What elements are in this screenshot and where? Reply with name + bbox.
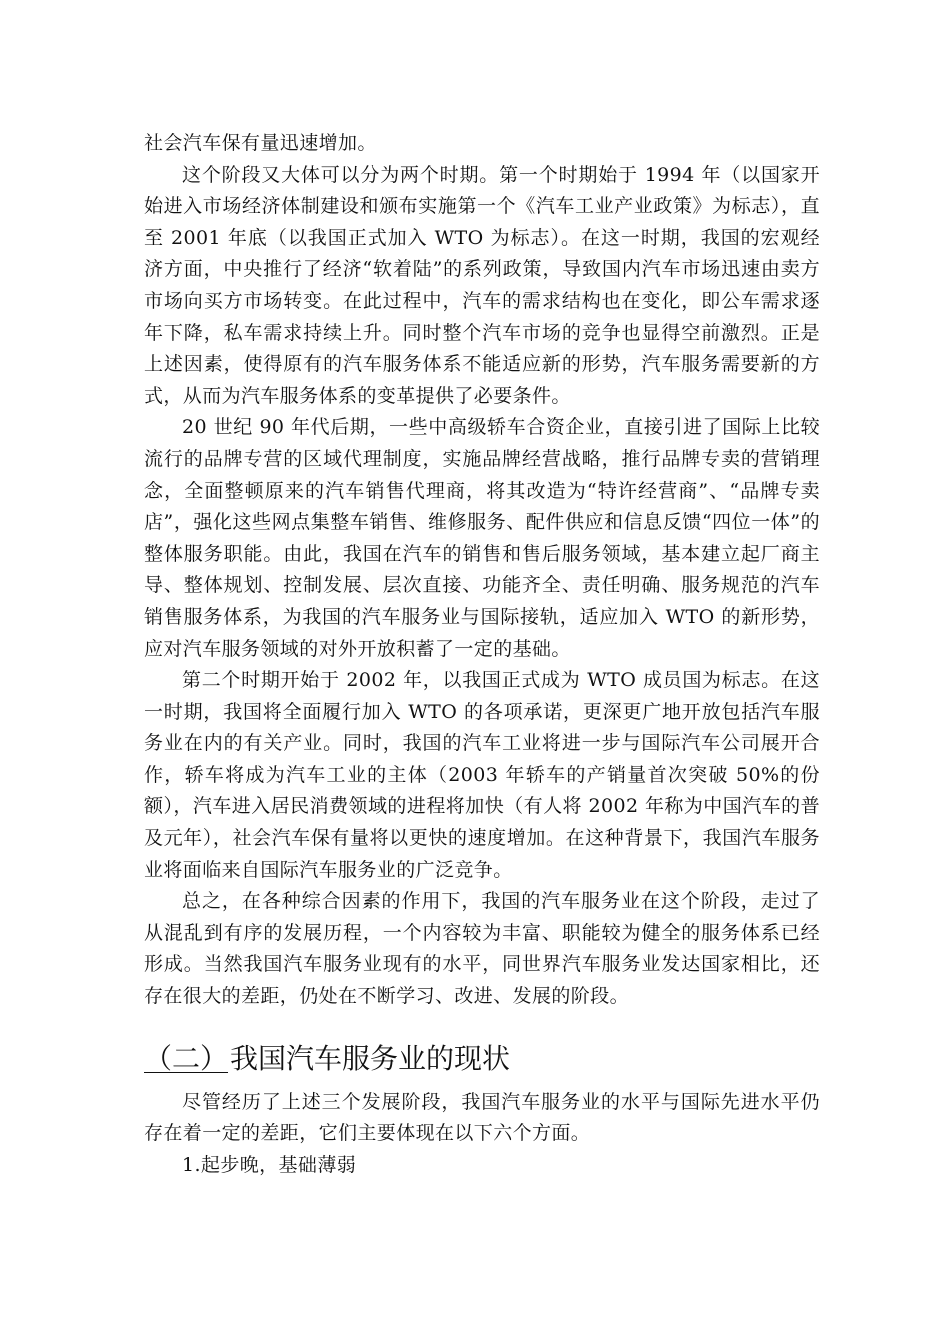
section-title: 我国汽车服务业的现状	[230, 1041, 511, 1075]
section-heading	[144, 1037, 820, 1081]
paragraph-late-1990s: 20 世纪 90 年代后期，一些中高级轿车合资企业，直接引进了国际上比较流行的品牌专营的区域代理制度，实施品牌经营战略，推行品牌专卖的营销理念，全面整顿原来的汽车销售代理商，将其改造为“特许经营商”、“品牌专卖店”，强化这些网点集整车销售、维修服务、配件供应和信息反馈“四位一体”的整体服务职能。由此，我国在汽车的销售和售后服务领域，基本建立起厂商主导、整体规划、控制发展、层次直接、功能齐全、责任明确、服务规范的汽车销售服务体系，为我国的汽车服务业与国际接轨，适应加入 WTO 的新形势，应对汽车服务领域的对外开放积蓄了一定的基础。	[144, 416, 820, 660]
paragraph-continuation: 社会汽车保有量迅速增加。	[144, 132, 377, 154]
section-number: （二）	[144, 1041, 229, 1075]
paragraph-summary: 总之，在各种综合因素的作用下，我国的汽车服务业在这个阶段，走过了从混乱到有序的发展历程，一个内容较为丰富、职能较为健全的服务体系已经形成。当然我国汽车服务业现有的水平，同世界汽车服务业发达国家相比，还存在很大的差距，仍处在不断学习、改进、发展的阶段。	[144, 890, 820, 1008]
paragraph-second-period: 第二个时期开始于 2002 年，以我国正式成为 WTO 成员国为标志。在这一时期，我国将全面履行加入 WTO 的各项承诺，更深更广地开放包括汽车服务业在内的有关产业。同时，我国的汽车工业将进一步与国际汽车公司展开合作，轿车将成为汽车工业的主体（2003 年轿车的产销量首次突破 50%的份额），汽车进入居民消费领域的进程将加快（有人将 2002 年称为中国汽车的普及元年），社会汽车保有量将以更快的速度增加。在这种背景下，我国汽车服务业将面临来自国际汽车服务业的广泛竞争。	[144, 669, 820, 881]
paragraph-two-periods: 这个阶段又大体可以分为两个时期。第一个时期始于 1994 年（以国家开始进入市场经济体制建设和颁布实施第一个《汽车工业产业政策》为标志），直至 2001 年底（以我国正式加入 WTO 为标志）。在这一时期，我国的宏观经济方面，中央推行了经济“软着陆”的系列政策，导致国内汽车市场迅速由卖方市场向买方市场转变。在此过程中，汽车的需求结构也在变化，即公车需求逐年下降，私车需求持续上升。同时整个汽车市场的竞争也显得空前激烈。正是上述因素，使得原有的汽车服务体系不能适应新的形势，汽车服务需要新的方式，从而为汽车服务体系的变革提供了必要条件。	[144, 163, 820, 407]
document-body	[144, 128, 820, 1181]
section-intro-paragraph: 尽管经历了上述三个发展阶段，我国汽车服务业的水平与国际先进水平仍存在着一定的差距，它们主要体现在以下六个方面。	[144, 1090, 820, 1145]
list-item-1: 1.起步晚，基础薄弱	[182, 1153, 357, 1176]
